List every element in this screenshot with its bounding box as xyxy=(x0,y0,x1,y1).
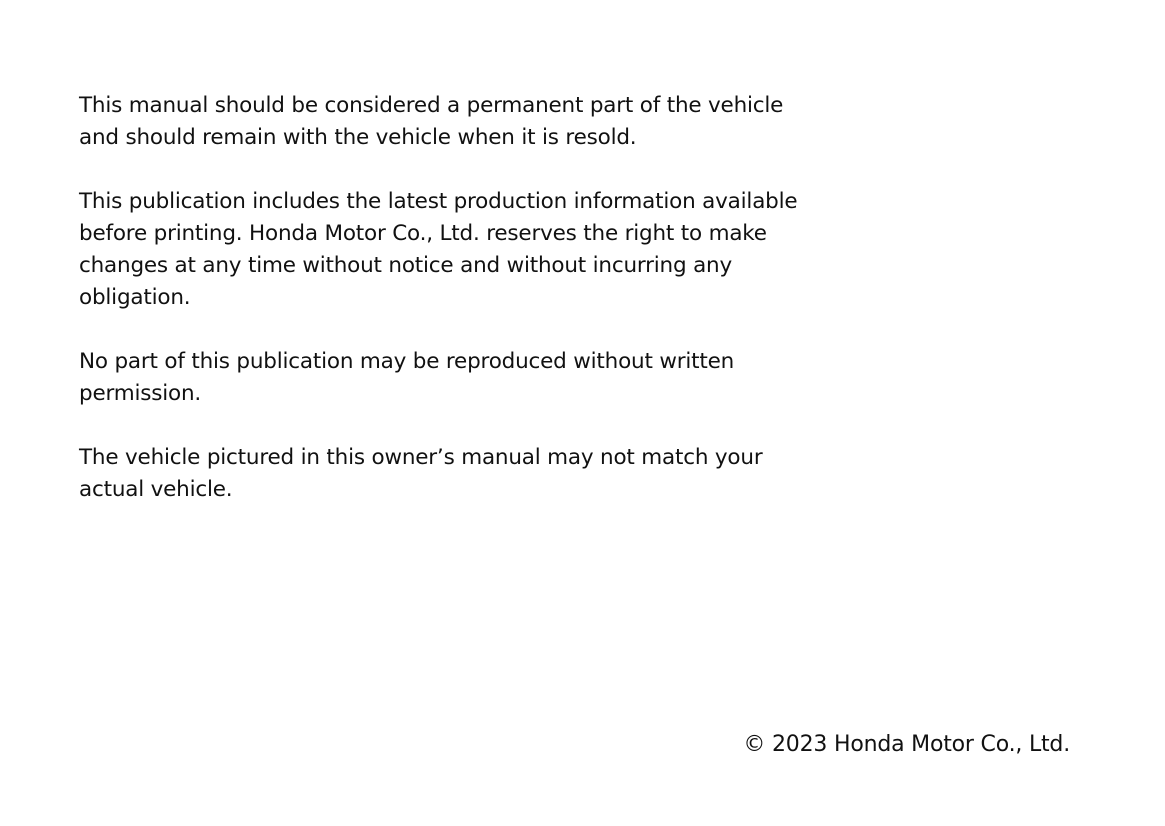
notice-paragraph-production-info xyxy=(79,186,799,314)
notice-line: before printing. Honda Motor Co., Ltd. reserves the right to make xyxy=(79,221,767,246)
notice-line: actual vehicle. xyxy=(79,477,233,502)
notice-line: obligation. xyxy=(79,285,191,310)
notice-line: The vehicle pictured in this owner’s manual may not match your xyxy=(79,445,763,470)
notice-paragraph-reproduction xyxy=(79,346,799,410)
notice-line: permission. xyxy=(79,381,202,406)
notice-paragraph-pictured-vehicle xyxy=(79,442,799,506)
notice-paragraph-permanent-part xyxy=(79,90,799,154)
notice-line: No part of this publication may be reproduced without written xyxy=(79,349,735,374)
manual-notice-text xyxy=(79,90,799,538)
copyright-notice: © 2023 Honda Motor Co., Ltd. xyxy=(743,732,1070,757)
notice-line: changes at any time without notice and without incurring any xyxy=(79,253,732,278)
notice-line: and should remain with the vehicle when it is resold. xyxy=(79,125,637,150)
notice-line: This publication includes the latest production information available xyxy=(79,189,798,214)
notice-line: This manual should be considered a permanent part of the vehicle xyxy=(79,93,784,118)
